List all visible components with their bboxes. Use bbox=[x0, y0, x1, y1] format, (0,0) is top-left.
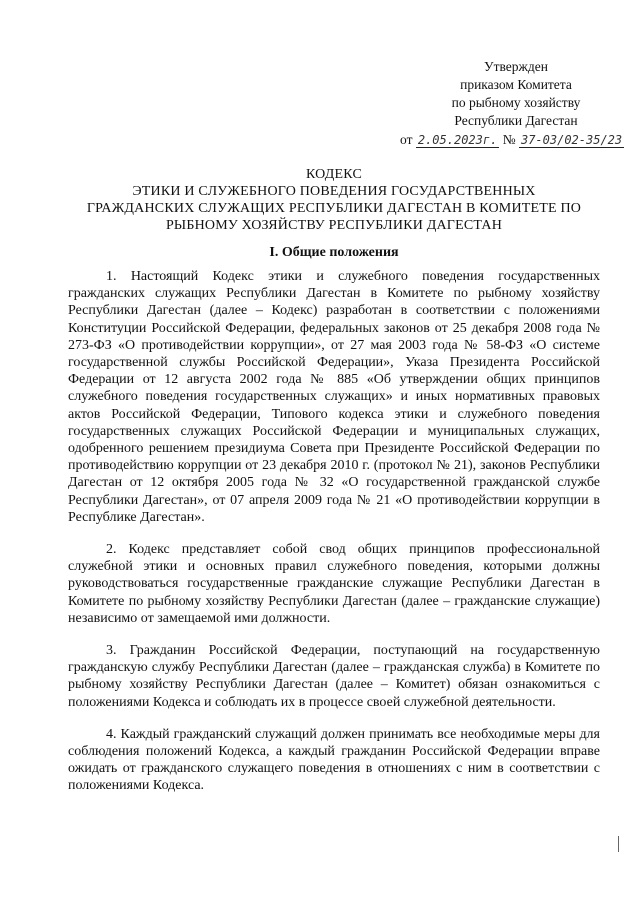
approval-line-republic: Республики Дагестан bbox=[454, 113, 578, 128]
document-title-line-3: РЫБНОМУ ХОЗЯЙСТВУ РЕСПУБЛИКИ ДАГЕСТАН bbox=[165, 218, 503, 233]
paragraph-3: 3. Гражданин Российской Федерации, поступающий на государственную гражданскую службу Республики Дагестан (далее – гражданская служба) в Комитете по рыбному хозяйству Республики Дагестан (далее – Комитет) обязан ознакомиться с положениями Кодекса и соблюдать их в процессе своей служебной деятельности. bbox=[68, 643, 600, 710]
approval-line-committee: по рыбному хозяйству bbox=[451, 95, 581, 110]
approval-stamp-block bbox=[400, 58, 632, 149]
approval-number-handwritten: 37-03/02-35/23 bbox=[520, 133, 623, 147]
document-title-line-1: ЭТИКИ И СЛУЖЕБНОГО ПОВЕДЕНИЯ ГОСУДАРСТВЕННЫХ bbox=[132, 184, 536, 199]
approval-line-approved: Утвержден bbox=[484, 59, 548, 74]
paragraph-1: 1. Настоящий Кодекс этики и служебного поведения государственных гражданских служащих Республики Дагестан в Комитете по рыбному хозяйству Республики Дагестан (далее – Кодекс) разработан в соответствии с положениями Конституции Российской Федерации, федеральных законов от 25 декабря 2008 года № 273-ФЗ «О противодействии коррупции», от 27 мая 2003 года № 58-ФЗ «О системе государственной службы Российской Федерации», Указа Президента Российской Федерации от 12 августа 2002 года № 885 «Об утверждении общих принципов служебного поведения государственных служащих» и иных нормативных правовых актов Российской Федерации, Типового кодекса этики и служебного поведения государственных служащих Российской Федерации и муниципальных служащих, одобренного решением президиума Совета при Президенте Российской Федерации по противодействию коррупции от 23 декабря 2010 г. (протокол № 21), законов Республики Дагестан от 12 октября 2005 года № 32 «О государственной гражданской службе Республики Дагестан», от 07 апреля 2009 года № 21 «О противодействии коррупции в Республике Дагестан». bbox=[68, 269, 600, 525]
section-heading-general: I. Общие положения bbox=[269, 245, 399, 260]
approval-date-handwritten: 2.05.2023г. bbox=[417, 133, 498, 147]
scan-margin-mark bbox=[618, 836, 619, 852]
approval-date-prefix: от bbox=[400, 132, 413, 147]
paragraph-4: 4. Каждый гражданский служащий должен принимать все необходимые меры для соблюдения положений Кодекса, а каждый гражданин Российской Федерации вправе ожидать от гражданского служащего поведения в отношениях с ним в соответствии с положениями Кодекса. bbox=[68, 726, 600, 794]
approval-number-prefix: № bbox=[502, 132, 516, 147]
paragraph-2: 2. Кодекс представляет собой свод общих принципов профессиональной служебной этики и основных правил служебного поведения, которыми должны руководствоваться государственные гражданские служащие Республики Дагестан в Комитете по рыбному хозяйству Республики Дагестан (далее – гражданские служащие) независимо от замещаемой ими должности. bbox=[68, 542, 600, 626]
approval-line-order: приказом Комитета bbox=[460, 77, 572, 92]
document-body bbox=[68, 268, 600, 810]
document-title-block bbox=[60, 166, 608, 234]
document-title-main: КОДЕКС bbox=[305, 167, 363, 182]
document-title-line-2: ГРАЖДАНСКИХ СЛУЖАЩИХ РЕСПУБЛИКИ ДАГЕСТАН В КОМИТЕТЕ ПО bbox=[86, 201, 582, 216]
approval-date-number-line bbox=[400, 131, 632, 149]
